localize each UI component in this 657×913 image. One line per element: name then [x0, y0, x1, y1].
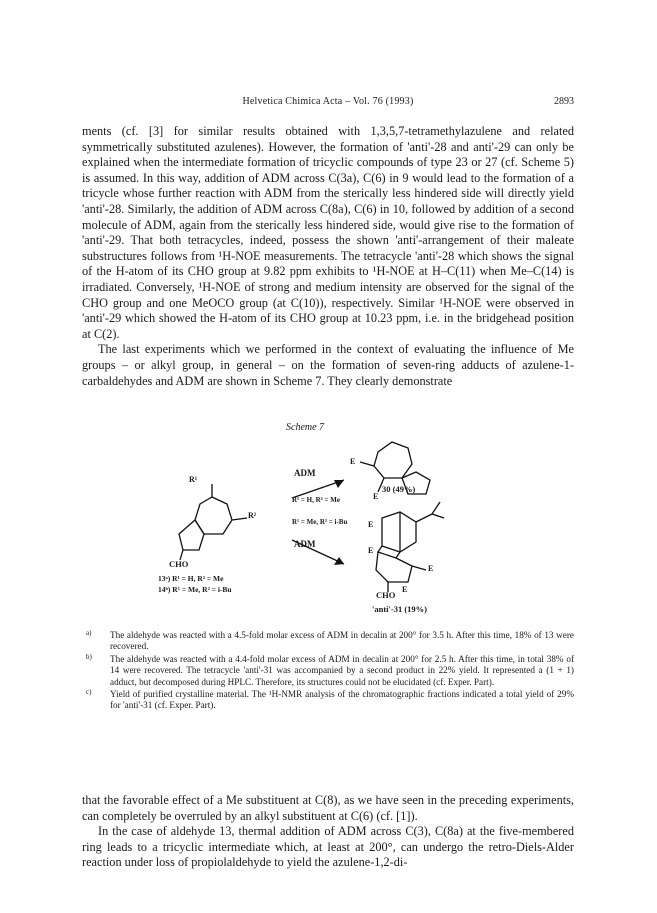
product31-link-2	[396, 552, 400, 558]
product31-e1-label: E	[368, 520, 374, 529]
footnote-text: The aldehyde was reacted with a 4.4-fold molar excess of ADM in decalin at 200° for 2.5 h. After this time, in total 38% of 14 were recovered. The tetracycle 'anti'-31 was accompanied by a second product in 22% yield. It represented a (1 + 1) adduct, but decomposed during HPLC. Therefore, its structures could not be elucidated (cf. Exper. Part).	[110, 653, 574, 687]
product31-ester-bond	[412, 566, 426, 570]
running-head-title: Helvetica Chimica Acta – Vol. 76 (1993)	[242, 96, 414, 107]
reactant-13-label: 13ᵃ) R¹ = H, R² = Me	[158, 574, 224, 583]
product31-e2-label: E	[368, 546, 374, 555]
product30-e1-label: E	[350, 457, 356, 466]
product30-ester-bond-2	[360, 462, 374, 466]
r2-label: R²	[248, 511, 257, 520]
paragraph: The last experiments which we performed in the context of evaluating the influence of Me groups – or alkyl group, in general – on the formation of seven-ring adducts of azulene-1-carbaldehydes and ADM are shown in Scheme 7. They clearly demonstrate	[82, 342, 574, 388]
footnote-mark: b)	[86, 652, 92, 661]
product30-e2-label: E	[373, 492, 379, 501]
product31-link-1	[378, 546, 382, 552]
body-text-top	[82, 124, 574, 389]
paragraph: that the favorable effect of a Me substituent at C(8), as we have seen in the preceding experiments, can completely be overruled by an alkyl substituent at C(6) (cf. [1]).	[82, 793, 574, 823]
product31-e4-label: E	[402, 585, 408, 594]
footnote-text: The aldehyde was reacted with a 4.5-fold molar excess of ADM in decalin at 200° for 3.5 h. After this time, 18% of 13 were recovered.	[110, 630, 574, 652]
product31-cage-bottom	[376, 552, 412, 582]
product31-label: 'anti'-31 (19%)	[372, 604, 428, 614]
page-number: 2893	[554, 96, 574, 107]
footnote-mark: a)	[86, 629, 92, 637]
footnote-text: Yield of purified crystalline material. The ¹H-NMR analysis of the chromatographic fractions indicated a total yield of 29% for 'anti'-31 (cf. Exper. Part).	[110, 689, 574, 711]
product31-substituent-3	[432, 514, 444, 518]
product30-label: 30 (49%)	[382, 484, 416, 494]
arrow-bottom-condition: R¹ = Me, R² = i-Bu	[292, 518, 348, 526]
five-ring	[179, 520, 204, 550]
arrow-top-reagent: ADM	[294, 468, 316, 478]
footnote	[82, 630, 574, 653]
scheme-title: Scheme 7	[286, 422, 325, 433]
scheme-7	[82, 422, 574, 618]
footnotes	[82, 630, 574, 713]
product31-cage-top	[382, 512, 416, 552]
cho-label: CHO	[169, 559, 189, 569]
product31-cho-label: CHO	[376, 590, 396, 600]
arrow-top-condition: R¹ = H, R² = Me	[292, 496, 340, 504]
reactant-14-label: 14ᵇ) R¹ = Me, R² = i-Bu	[158, 585, 232, 594]
product31-substituent-2	[432, 502, 440, 514]
product31-substituent-1	[416, 514, 432, 522]
r2-bond	[232, 518, 247, 520]
product30-seven-ring	[374, 442, 412, 478]
arrow-bottom-head	[334, 557, 344, 565]
running-header	[82, 96, 574, 110]
r1-label: R¹	[189, 475, 198, 484]
paragraph: ments (cf. [3] for similar results obtained with 1,3,5,7-tetramethylazulene and related symmetrically substituted azulenes). However, the formation of 'anti'-28 and anti'-29 can only be explained when the intermediate formation of tricyclic compounds of type 23 or 27 (cf. Scheme 5) is assumed. In this way, addition of ADM across C(3a), C(6) in 9 would lead to the formation of a tricycle whose further reaction with ADM from the sterically less hindered side will directly yield 'anti'-28. Similarly, the addition of ADM across C(8a), C(6) in 10, followed by addition of a second molecule of ADM, again from the sterically less hindered side, would give rise to the formation of 'anti'-29. That both tetracycles, indeed, possess the shown 'anti'-arrangement of their maleate substructures follows from ¹H-NOE measurements. The tetracycle 'anti'-28 which shows the signal of the H-atom of its CHO group at 9.82 ppm exhibits to ¹H-NOE at H–C(11) when Me–C(14) is irradiated. Conversely, ¹H-NOE of strong and medium intensity are observed for the signal of the CHO group and one MeOCO group (at C(10)), respectively. Similar ¹H-NOE were observed in 'anti'-29 which showed the H-atom of its CHO group at 10.23 ppm, i.e. in the bridgehead position at C(2).	[82, 124, 574, 341]
paragraph: In the case of aldehyde 13, thermal addition of ADM across C(3), C(8a) at the five-membered ring leads to a tricyclic intermediate which, at least at 200°, can undergo the retro-Diels-Alder reaction under loss of propiolaldehyde to yield the azulene-1,2-di-	[82, 824, 574, 870]
arrow-top-head	[334, 480, 344, 488]
body-text-bottom	[82, 793, 574, 871]
arrow-bottom-reagent: ADM	[294, 539, 316, 549]
footnote-mark: c)	[86, 688, 92, 697]
product31-e3-label: E	[428, 564, 434, 573]
footnote	[82, 689, 574, 712]
footnote	[82, 654, 574, 688]
